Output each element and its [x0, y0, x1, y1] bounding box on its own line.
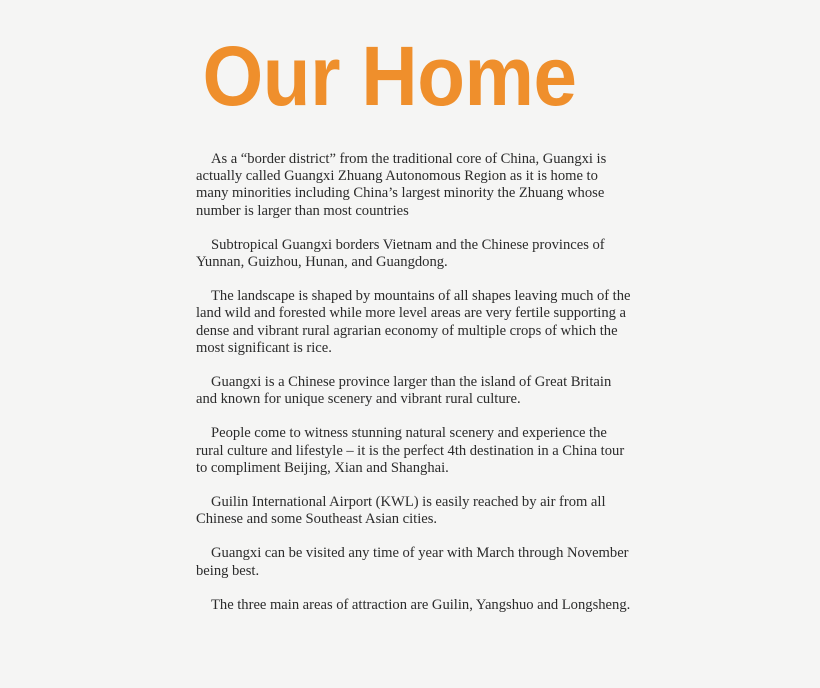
content-column — [196, 0, 636, 614]
paragraph: The three main areas of attraction are Guilin, Yangshuo and Longsheng. — [211, 596, 631, 613]
paragraph: Guangxi can be visited any time of year with March through November being best. — [196, 545, 629, 579]
article-body — [196, 151, 636, 614]
paragraph: The landscape is shaped by mountains of all shapes leaving much of the land wild and forested while more level areas are very fertile supporting a dense and vibrant rural agrarian economy of multiple crops of which the most significant is rice. — [196, 288, 631, 356]
paragraph: Guangxi is a Chinese province larger than the island of Great Britain and known for unique scenery and vibrant rural culture. — [196, 374, 612, 408]
paragraph: Subtropical Guangxi borders Vietnam and the Chinese provinces of Yunnan, Guizhou, Hunan, and Guangdong. — [196, 236, 605, 271]
paragraph: Guilin International Airport (KWL) is easily reached by air from all Chinese and some Southeast Asian cities. — [196, 494, 606, 528]
paragraph: People come to witness stunning natural scenery and experience the rural culture and lifestyle – it is the perfect 4th destination in a China tour to compliment Beijing, Xian and Shanghai. — [196, 425, 625, 476]
page-title: Our Home — [202, 29, 577, 123]
paragraph: As a “border district” from the traditional core of China, Guangxi is actually called Guangxi Zhuang Autonomous Region as it is home to many minorities including China’s largest minority the Zhuang whose number is larger than most countries — [196, 151, 607, 219]
